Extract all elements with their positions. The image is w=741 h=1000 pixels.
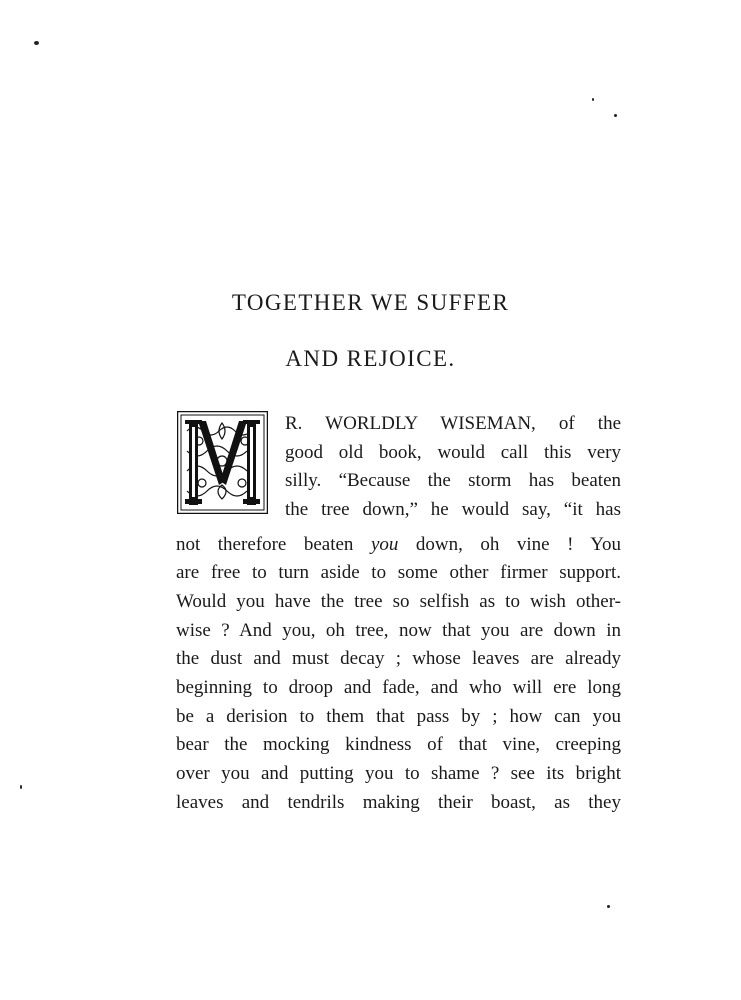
text-line: over you and putting you to shame ? see its bright <box>176 763 621 784</box>
text-line: be a derision to them that pass by ; how can you <box>176 706 621 727</box>
text-line: silly. “Because the storm has beaten <box>285 470 621 491</box>
text-line: are free to turn aside to some other firmer support. <box>176 562 621 583</box>
scan-speck <box>614 114 617 117</box>
text-segment: down, oh vine ! You <box>415 534 622 555</box>
scan-speck <box>34 41 39 45</box>
italic-word: you <box>370 534 399 555</box>
decorated-initial-m <box>177 411 268 514</box>
scan-speck <box>20 785 22 789</box>
scan-speck <box>607 905 610 908</box>
text-line: R. WORLDLY WISEMAN, of the <box>285 413 621 434</box>
text-line: leaves and tendrils making their boast, as they <box>176 792 621 813</box>
ornamental-letter-m-icon <box>177 411 268 514</box>
text-line: beginning to droop and fade, and who will ere long <box>176 677 621 698</box>
text-line: bear the mocking kindness of that vine, creeping <box>176 734 621 755</box>
chapter-title-line-2: AND REJOICE. <box>285 346 456 371</box>
chapter-title-line-1: TOGETHER WE SUFFER <box>231 290 510 315</box>
text-line: wise ? And you, oh tree, now that you are down in <box>176 620 621 641</box>
scan-speck <box>592 98 594 101</box>
text-line <box>176 532 621 558</box>
text-line: good old book, would call this very <box>285 442 621 463</box>
text-line: the tree down,” he would say, “it has <box>285 499 621 520</box>
text-segment: not therefore beaten <box>176 534 354 555</box>
text-line: Would you have the tree so selfish as to wish other- <box>176 591 621 612</box>
text-line: the dust and must decay ; whose leaves are already <box>176 648 621 669</box>
